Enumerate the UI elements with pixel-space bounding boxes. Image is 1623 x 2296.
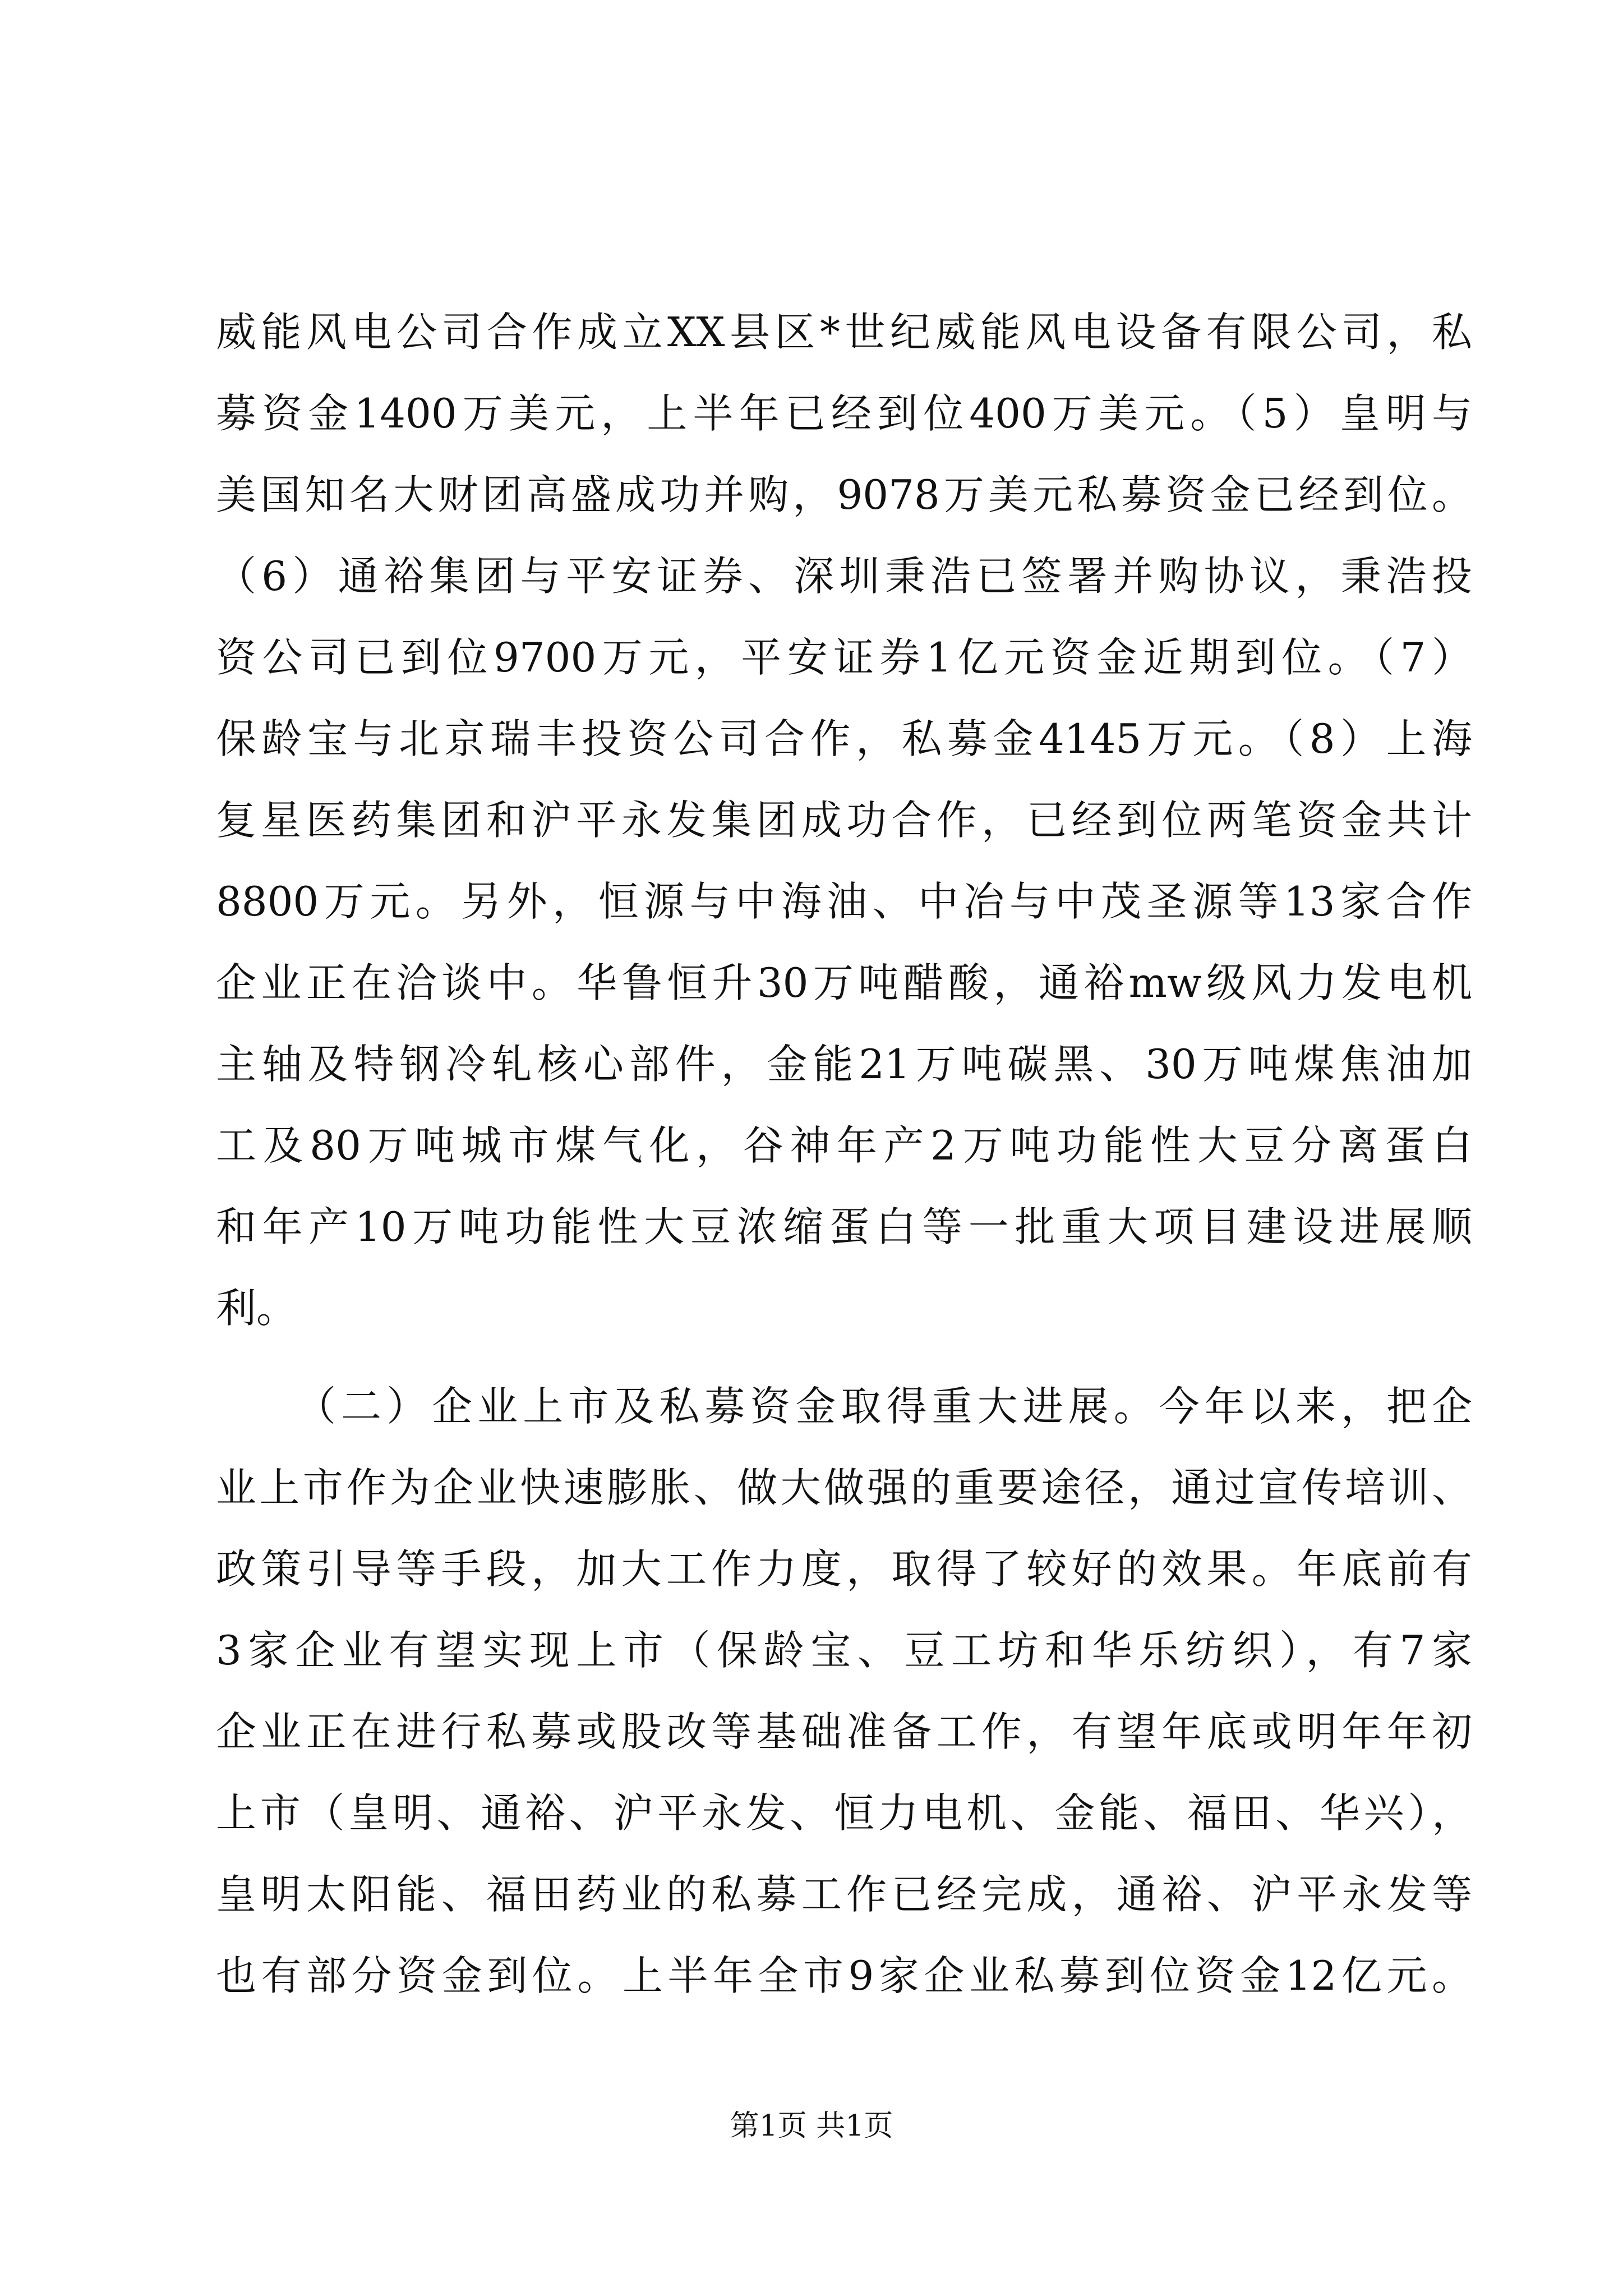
text-line: 政策引导等手段，加大工作力度，取得了较好的效果。年底前有 (216, 1545, 1472, 1593)
text-line: 3家企业有望实现上市（保龄宝、豆工坊和华乐纺织），有7家 (216, 1627, 1472, 1674)
text-line: 上市（皇明、通裕、沪平永发、恒力电机、金能、福田、华兴）， (216, 1789, 1472, 1837)
text-line: 募资金1400万美元，上半年已经到位400万美元。（5）皇明与 (216, 390, 1472, 437)
document-body (216, 292, 1472, 2017)
text-line: 威能风电公司合作成立XX县区*世纪威能风电设备有限公司，私 (216, 309, 1472, 356)
text-line: 皇明太阳能、福田药业的私募工作已经完成，通裕、沪平永发等 (216, 1871, 1472, 1918)
page-footer: 第1页 共1页 (730, 2109, 893, 2143)
text-line: 保龄宝与北京瑞丰投资公司合作，私募金4145万元。（8）上海 (216, 715, 1472, 762)
text-line: （二）企业上市及私募资金取得重大进展。今年以来，把企 (296, 1383, 1472, 1430)
text-line: 企业正在进行私募或股改等基础准备工作，有望年底或明年年初 (216, 1708, 1472, 1755)
text-line: （6）通裕集团与平安证券、深圳秉浩已签署并购协议，秉浩投 (216, 553, 1472, 600)
text-line: 业上市作为企业快速膨胀、做大做强的重要途径，通过宣传培训、 (216, 1464, 1472, 1511)
text-line: 和年产10万吨功能性大豆浓缩蛋白等一批重大项目建设进展顺 (216, 1203, 1472, 1250)
text-line: 复星医药集团和沪平永发集团成功合作，已经到位两笔资金共计 (216, 797, 1472, 844)
paragraph-2 (216, 1366, 1472, 2017)
text-line: 8800万元。另外，恒源与中海油、中冶与中茂圣源等13家合作 (216, 878, 1472, 925)
text-line: 也有部分资金到位。上半年全市9家企业私募到位资金12亿元。 (216, 1952, 1472, 1999)
paragraph-spacer (216, 1349, 1472, 1366)
text-line: 资公司已到位9700万元，平安证券1亿元资金近期到位。（7） (216, 634, 1472, 681)
text-line: 美国知名大财团高盛成功并购，9078万美元私募资金已经到位。 (216, 471, 1472, 518)
text-line: 工及80万吨城市煤气化，谷神年产2万吨功能性大豆分离蛋白 (216, 1122, 1472, 1169)
text-line: 主轴及特钢冷轧核心部件，金能21万吨碳黑、30万吨煤焦油加 (216, 1041, 1472, 1088)
paragraph-1 (216, 292, 1472, 1349)
text-line: 企业正在洽谈中。华鲁恒升30万吨醋酸，通裕mw级风力发电机 (216, 959, 1472, 1006)
text-line: 利。 (216, 1285, 297, 1332)
